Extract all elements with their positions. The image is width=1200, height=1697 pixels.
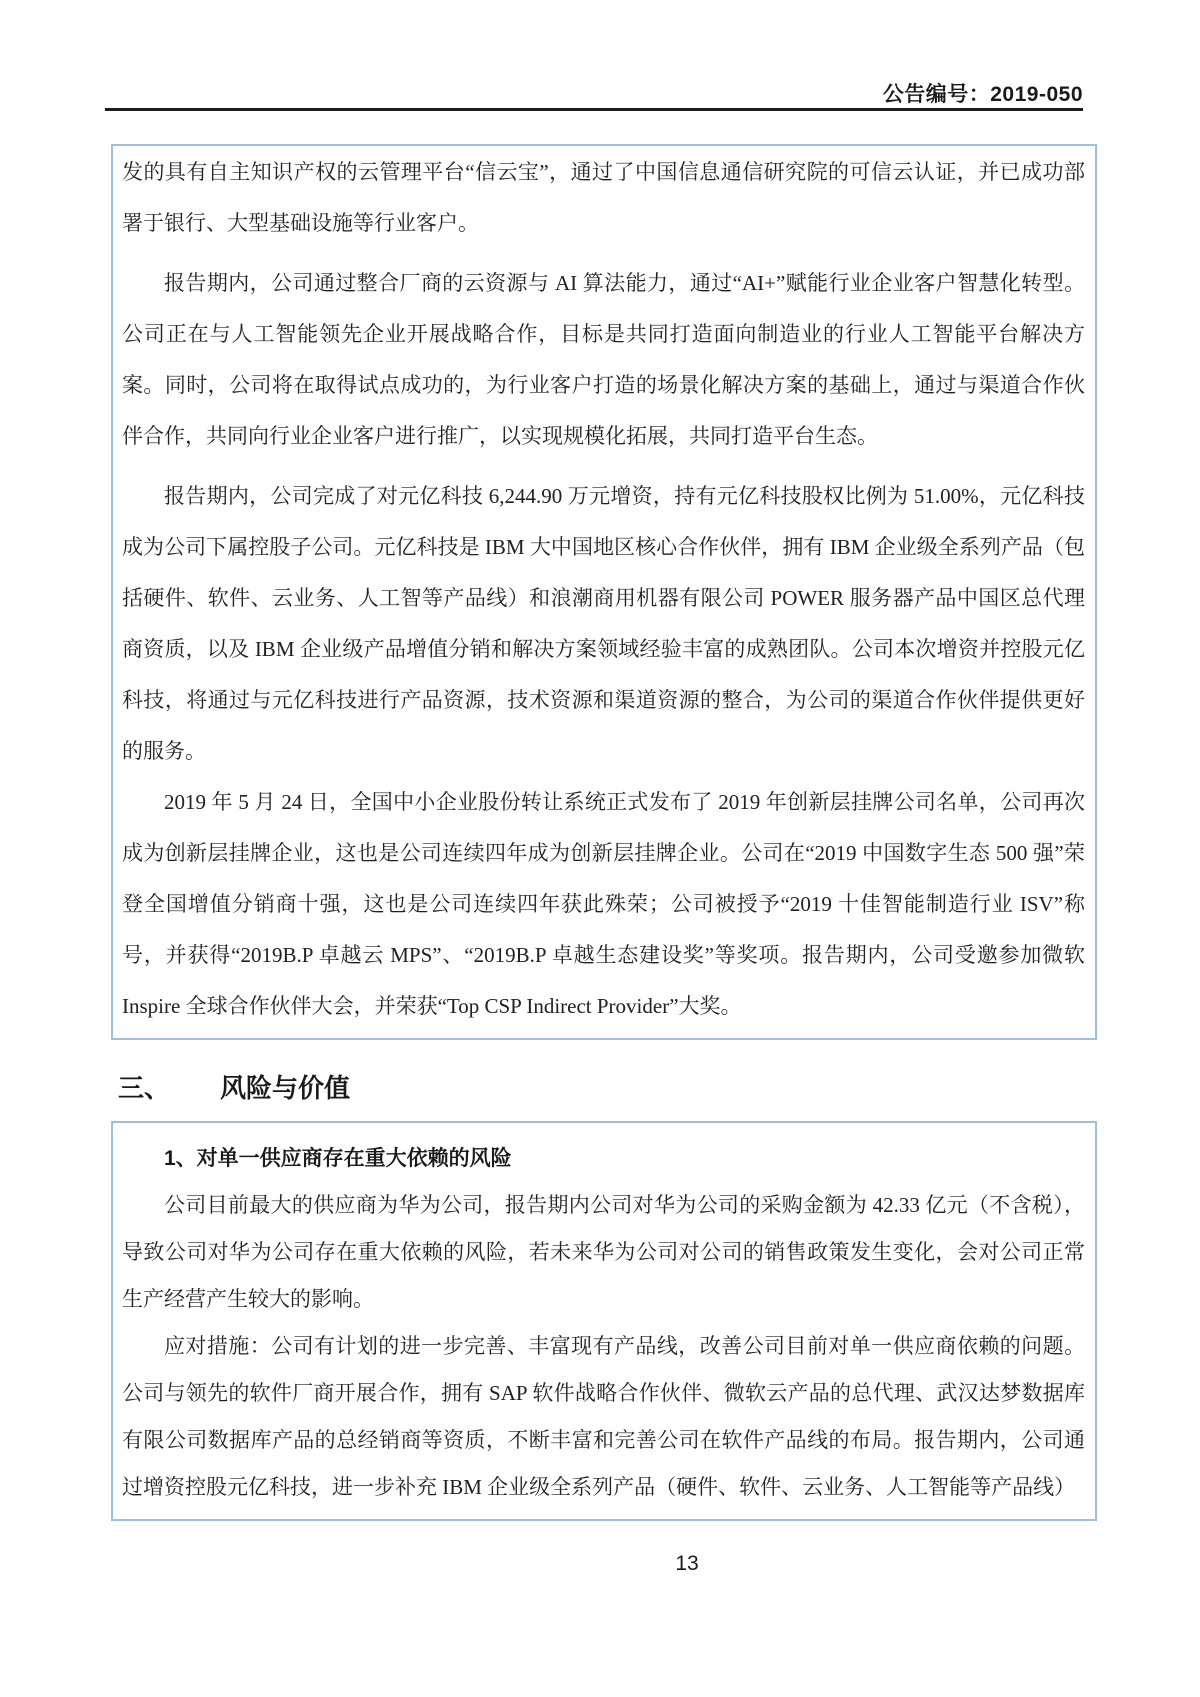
- announcement-number: 公告编号：2019-050: [882, 83, 1083, 106]
- paragraph-cloud-platform: 发的具有自主知识产权的云管理平台“信云宝”，通过了中国信息通信研究院的可信云认证，并已成功部署于银行、大型基础设施等行业客户。: [122, 160, 1085, 235]
- section-heading: [118, 1068, 350, 1105]
- paragraph-ai-strategy: 报告期内，公司通过整合厂商的云资源与 AI 算法能力，通过“AI+”赋能行业企业客户智慧化转型。公司正在与人工智能领先企业开展战略合作，目标是共同打造面向制造业的行业人工智能平台解决方案。同时，公司将在取得试点成功的，为行业客户打造的场景化解决方案的基础上，通过与渠道合作伙伴合作，共同向行业企业客户进行推广，以实现规模化拓展，共同打造平台生态。: [122, 271, 1085, 448]
- header-divider: [105, 108, 1083, 111]
- section-number: 三、: [118, 1073, 171, 1103]
- section-title: 风险与价值: [220, 1073, 351, 1103]
- risk-section-box: [111, 1121, 1097, 1521]
- paragraph-awards: 2019 年 5 月 24 日，全国中小企业股份转让系统正式发布了 2019 年创新层挂牌公司名单，公司再次成为创新层挂牌企业，这也是公司连续四年成为创新层挂牌企业。公司在“2019 中国数字生态 500 强”荣登全国增值分销商十强，这也是公司连续四年获此殊荣；公司被授予“2019 十佳智能制造行业 ISV”称号，并获得“2019B.P 卓越云 MPS”、“2019B.P 卓越生态建设奖”等奖项。报告期内，公司受邀参加微软 Inspire 全球合作伙伴大会，并荣获“Top CSP Indirect Provider”大奖。: [122, 790, 1085, 1018]
- paragraph-yuanyi-investment: 报告期内，公司完成了对元亿科技 6,244.90 万元增资，持有元亿科技股权比例为 51.00%，元亿科技成为公司下属控股子公司。元亿科技是 IBM 大中国地区核心合作伙伴，拥有 IBM 企业级全系列产品（包括硬件、软件、云业务、人工智等产品线）和浪潮商用机器有限公司 POWER 服务器产品中国区总代理商资质，以及 IBM 企业级产品增值分销和解决方案领域经验丰富的成熟团队。公司本次增资并控股元亿科技，将通过与元亿科技进行产品资源，技术资源和渠道资源的整合，为公司的渠道合作伙伴提供更好的服务。: [122, 484, 1085, 763]
- subsection-heading: 1、对单一供应商存在重大依赖的风险: [164, 1147, 512, 1170]
- paragraph-risk-mitigation: 应对措施：公司有计划的进一步完善、丰富现有产品线，改善公司目前对单一供应商依赖的问题。公司与领先的软件厂商开展合作，拥有 SAP 软件战略合作伙伴、微软云产品的总代理、武汉达梦数据库有限公司数据库产品的总经销商等资质，不断丰富和完善公司在软件产品线的布局。报告期内，公司通过增资控股元亿科技，进一步补充 IBM 企业级全系列产品（硬件、软件、云业务、人工智能等产品线）: [122, 1334, 1085, 1499]
- business-summary-box: [111, 144, 1097, 1040]
- paragraph-supplier-risk: 公司目前最大的供应商为华为公司，报告期内公司对华为公司的采购金额为 42.33 亿元（不含税），导致公司对华为公司存在重大依赖的风险，若未来华为公司对公司的销售政策发生变化，会对公司正常生产经营产生较大的影响。: [122, 1193, 1085, 1311]
- page-number: 13: [675, 1552, 699, 1575]
